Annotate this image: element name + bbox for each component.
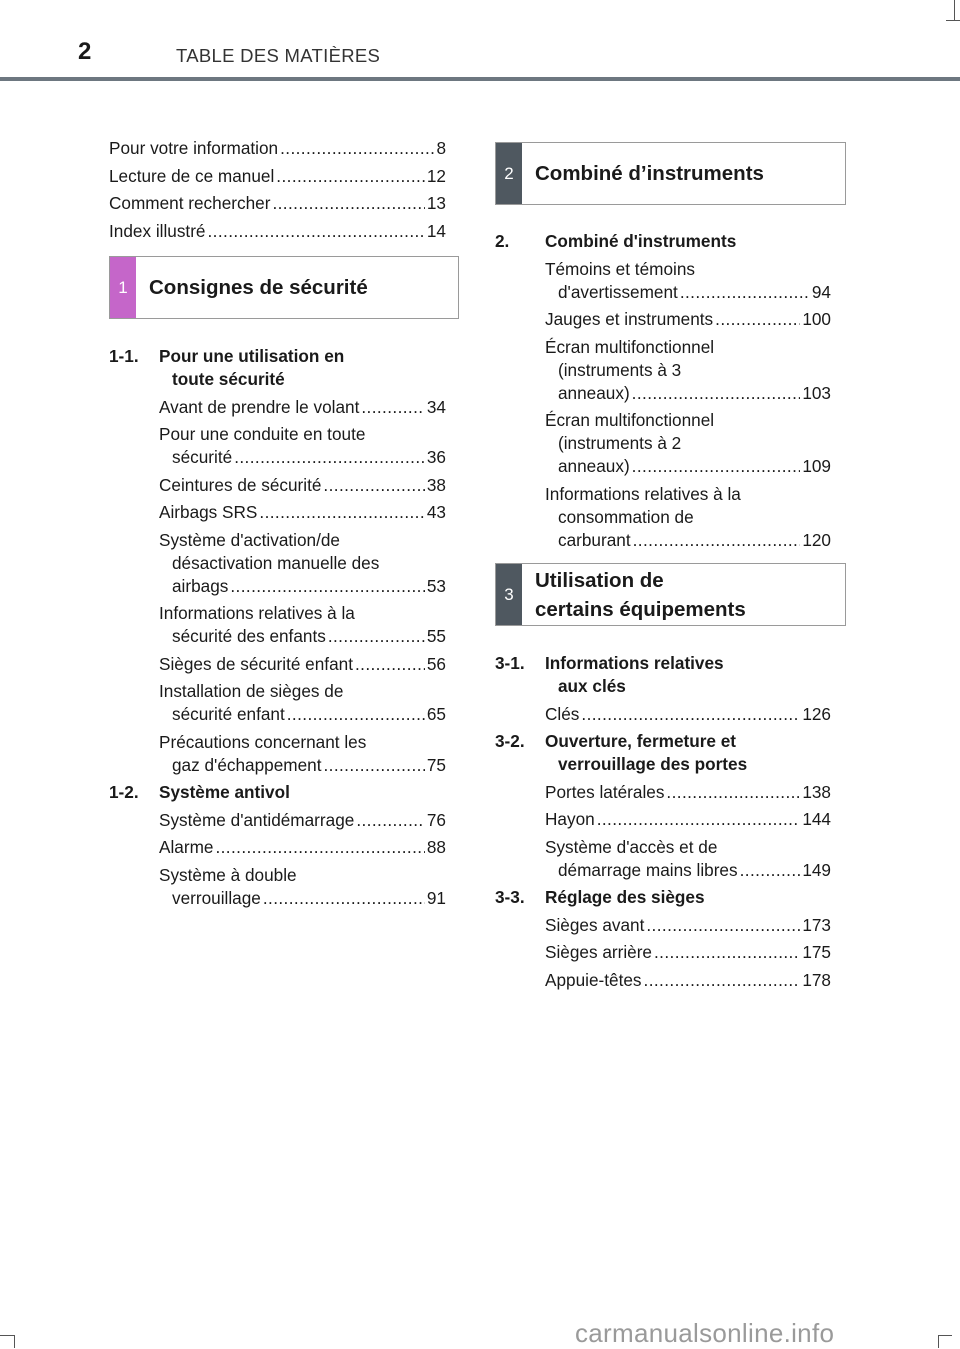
section-title: Consignes de sécurité xyxy=(149,276,368,299)
section-number-tab: 1 xyxy=(110,257,136,318)
left-column xyxy=(109,137,446,247)
subsection-heading[interactable]: 1-1. Pour une utilisation en toute sécurité xyxy=(109,346,345,389)
toc-entry[interactable]: Airbags SRS ..... 43 xyxy=(159,501,446,524)
crop-mark xyxy=(946,20,960,21)
toc-entry[interactable]: Sièges de sécurité enfant ..... 56 xyxy=(159,653,446,676)
page-number: 2 xyxy=(78,38,92,65)
toc-entry[interactable]: Clés ..... 126 xyxy=(545,703,831,726)
crop-mark xyxy=(14,1335,15,1348)
section-number-tab: 2 xyxy=(496,143,522,204)
toc-entry[interactable]: Informations relatives à la consommation de carburant ..... 120 xyxy=(545,483,831,552)
crop-mark xyxy=(954,0,955,20)
section-header-2 xyxy=(495,142,846,205)
toc-entry[interactable]: Témoins et témoins d'avertissement ..... 94 xyxy=(545,258,831,304)
subsection-heading[interactable]: 3-1. Informations relatives aux clés xyxy=(495,653,724,696)
toc-entry[interactable]: Installation de sièges de sécurité enfant ..... 65 xyxy=(159,680,446,726)
watermark: carmanualsonline.info xyxy=(575,1318,835,1348)
toc-entry[interactable]: Informations relatives à la sécurité des enfants ..... 55 xyxy=(159,602,446,648)
subsection-heading[interactable]: 1-2. Système antivol xyxy=(109,782,290,802)
toc-entry[interactable]: Système d'accès et de démarrage mains libres ..... 149 xyxy=(545,836,831,882)
toc-entry[interactable]: Portes latérales ..... 138 xyxy=(545,781,831,804)
toc-entry[interactable]: Précautions concernant les gaz d'échappement ..... 75 xyxy=(159,731,446,777)
toc-entry[interactable]: Index illustré ..... 14 xyxy=(109,220,446,243)
toc-entry[interactable]: Pour une conduite en toute sécurité ..... 36 xyxy=(159,423,446,469)
section-title: Utilisation de certains équipements xyxy=(535,568,746,621)
toc-entry[interactable]: Sièges arrière ..... 175 xyxy=(545,941,831,964)
section-header-1 xyxy=(109,256,459,319)
subsection-heading[interactable]: 2. Combiné d'instruments xyxy=(495,231,737,251)
toc-entry[interactable]: Pour votre information ..... 8 xyxy=(109,137,446,160)
section-number-tab: 3 xyxy=(496,564,522,625)
section2-list xyxy=(495,227,831,556)
toc-entry[interactable]: Alarme ..... 88 xyxy=(159,836,446,859)
subsection-heading[interactable]: 3-3. Réglage des sièges xyxy=(495,887,705,907)
subsection-heading[interactable]: 3-2. Ouverture, fermeture et verrouillage des portes xyxy=(495,731,748,774)
crop-mark xyxy=(938,1335,952,1336)
section3-list xyxy=(495,649,831,996)
toc-entry[interactable]: Jauges et instruments ..... 100 xyxy=(545,308,831,331)
toc-entry[interactable]: Système d'antidémarrage ..... 76 xyxy=(159,809,446,832)
page-header xyxy=(0,0,960,82)
toc-entry[interactable]: Sièges avant ..... 173 xyxy=(545,914,831,937)
toc-entry[interactable]: Système à double verrouillage ..... 91 xyxy=(159,864,446,910)
header-rule xyxy=(0,77,960,81)
section-header-3 xyxy=(495,563,846,626)
crop-mark xyxy=(0,1335,14,1336)
toc-entry[interactable]: Avant de prendre le volant ..... 34 xyxy=(159,396,446,419)
running-title: TABLE DES MATIÈRES xyxy=(176,45,381,66)
section1-list xyxy=(109,342,446,914)
toc-entry[interactable]: Système d'activation/de désactivation manuelle des airbags ..... 53 xyxy=(159,529,446,598)
toc-entry[interactable]: Hayon ..... 144 xyxy=(545,808,831,831)
section-title: Combiné d’instruments xyxy=(535,162,764,185)
toc-entry[interactable]: Écran multifonctionnel (instruments à 2 anneaux) ..... 109 xyxy=(545,409,831,478)
toc-entry[interactable]: Appuie-têtes ..... 178 xyxy=(545,969,831,992)
toc-entry[interactable]: Ceintures de sécurité ..... 38 xyxy=(159,474,446,497)
toc-entry[interactable]: Lecture de ce manuel ..... 12 xyxy=(109,165,446,188)
crop-mark xyxy=(938,1335,939,1348)
toc-entry[interactable]: Écran multifonctionnel (instruments à 3 anneaux) ..... 103 xyxy=(545,336,831,405)
toc-entry[interactable]: Comment rechercher ..... 13 xyxy=(109,192,446,215)
